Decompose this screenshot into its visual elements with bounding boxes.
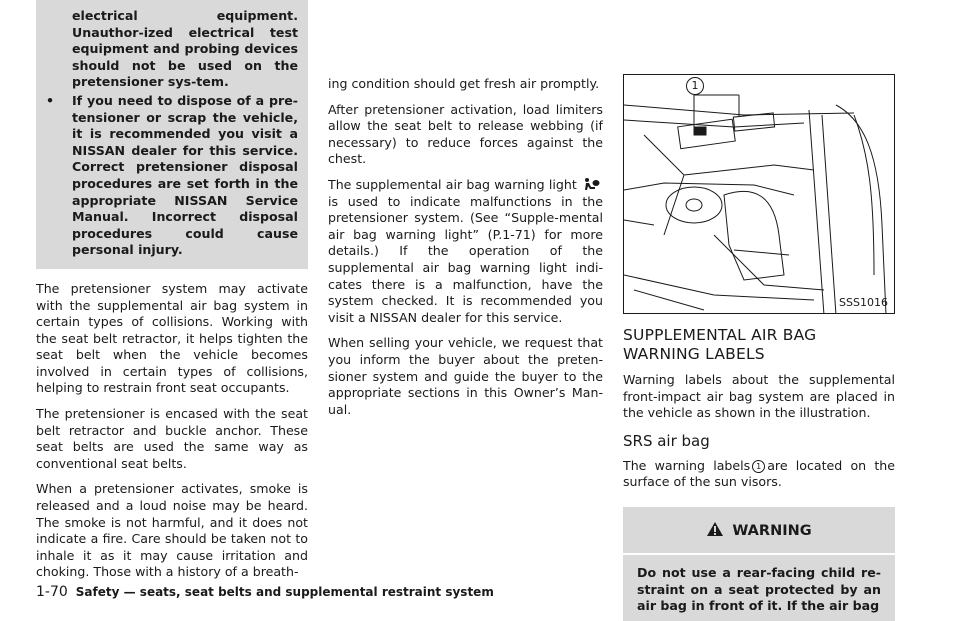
paragraph: After pretensioner activation, load limiters allow the seat belt to release webbing (if necessary) to reduce forces against the chest. [328,101,603,167]
paragraph [623,458,895,491]
warning-bullet-text: If you need to dispose of a pre-tensioner or scrap the vehicle, it is recommended you visit a NISSAN dealer for this service. Correct pretensioner disposal procedures are set forth in the appropriate NISSAN Service Manual. Incorrect disposal procedures could cause personal injury. [72,92,298,258]
column-left [36,0,308,590]
paragraph: When a pretensioner activates, smoke is released and a loud noise may be heard. The smoke is not harmful, and it does not indicate a fire. Care should be taken not to inhale it as it may cause irritation and choking. Those with a history of a breath- [36,481,308,580]
warning-continued-box [36,0,308,269]
callout-1-inline: 1 [752,460,765,473]
column-middle [328,0,603,427]
sun-visor-label-illustration [623,74,895,314]
body-text-middle [328,76,603,418]
paragraph-warning-light [328,177,603,326]
paragraph: The pretensioner system may activate with the supplemental air bag system in certain types of collisions. Working with the seat belt retractor, it helps tighten the seat belt when the vehicle becomes involved in certain types of collisions, helping to restrain front seat occupants. [36,280,308,396]
paragraph: ing condition should get fresh air promptly. [328,76,600,91]
page-footer [36,584,494,600]
warning-header [623,507,895,545]
chapter-title: Safety — seats, seat belts and supplemental restraint system [75,585,494,599]
warning-box [623,507,895,621]
page-number: 1-70 [36,584,68,600]
airbag-warning-light-icon [581,177,603,193]
srs-text [623,458,895,491]
warning-bullet [46,93,298,259]
warning-title: WARNING [732,522,812,539]
warning-divider [623,553,895,555]
warning-text: Do not use a rear-facing child re-straint on a seat protected by an air bag in front of it. If the air bag [637,564,881,614]
body-text-right [623,372,895,422]
paragraph: The pretensioner is encased with the seat belt retractor and buckle anchor. These seat belts are used the same way as conventional seat belts. [36,406,308,471]
figure-id: SSS1016 [839,296,888,309]
warning-continued-text: electrical equipment. Unauthor-ized electrical test equipment and probing devices should not be used on the pretensioner sys-tem. [72,8,298,90]
paragraph: Warning labels about the supplemental front-impact air bag system are placed in the vehicle as shown in the illustration. [623,372,895,421]
paragraph-text: is used to indicate malfunctions in the pretensioner system. (See “Supple-mental air bag warning light” (P.1-71) for more details.) If the operation of the supplemental air bag warning light indi-cates there is a malfunction, have the system checked. It is recommended you visit a NISSAN dealer for this service. [328,193,603,325]
vehicle-interior-drawing [624,75,895,314]
warning-triangle-icon [706,521,724,541]
body-text-left [36,281,308,581]
section-heading: SUPPLEMENTAL AIR BAG WARNING LABELS [623,326,817,363]
bullet-marker: • [46,92,55,108]
callout-1: 1 [686,77,704,95]
paragraph: When selling your vehicle, we request that you inform the buyer about the preten-sioner system and guide the buyer to the appropriate sections in this Owner’s Man-ual. [328,335,603,417]
column-right [623,0,895,621]
subsection-heading: SRS air bag [623,431,710,450]
paragraph-text: are located on the surface of the sun visors. [623,457,895,490]
paragraph-text: The supplemental air bag warning light [328,176,577,192]
paragraph-text: The warning labels [623,457,751,473]
